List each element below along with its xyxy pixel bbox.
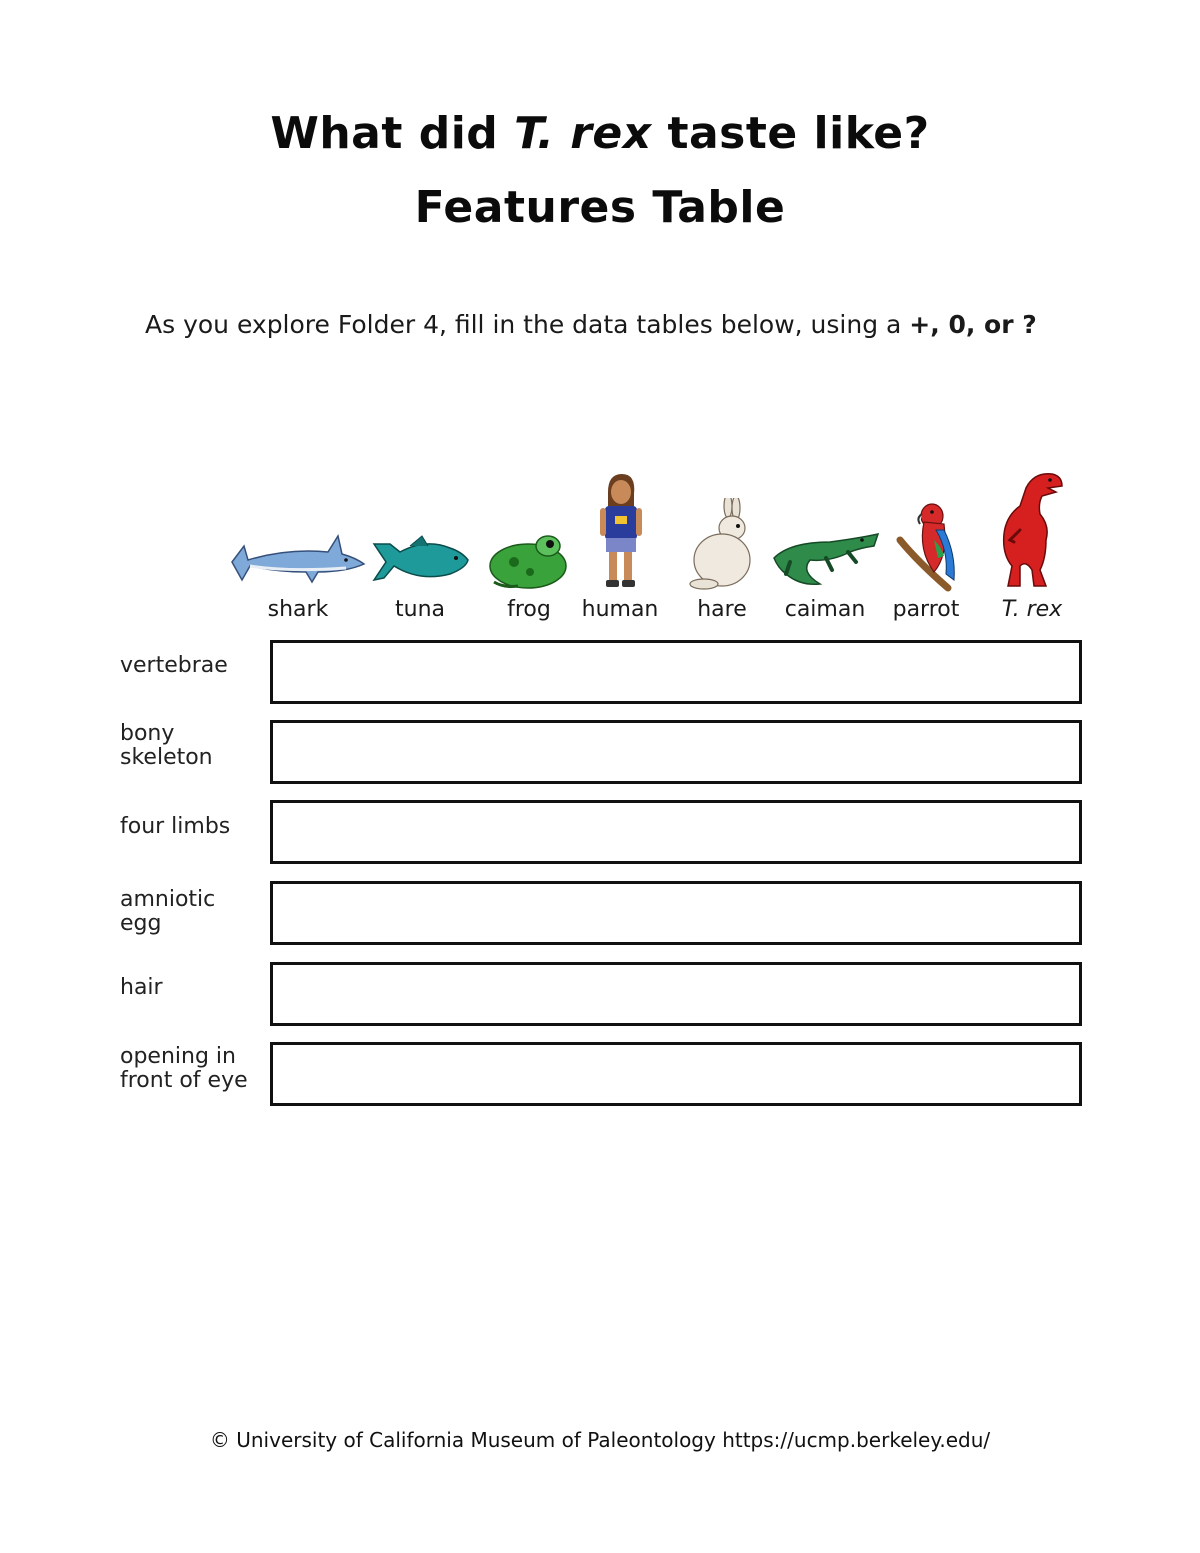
feature-label-vertebrae: vertebrae xyxy=(120,653,228,678)
feature-row-amniotic-egg[interactable] xyxy=(270,881,1082,945)
human-icon xyxy=(578,472,662,592)
animal-label: frog xyxy=(507,597,551,622)
feature-label-hair: hair xyxy=(120,975,163,1000)
feature-row-four-limbs[interactable] xyxy=(270,800,1082,864)
animal-human xyxy=(578,450,662,630)
parrot-icon xyxy=(888,500,964,592)
animal-trex xyxy=(990,450,1074,630)
animal-label: caiman xyxy=(784,597,866,622)
instructions-text: As you explore Folder 4, fill in the data tables below, using a xyxy=(145,310,910,339)
animal-label: parrot xyxy=(892,597,960,622)
hare-icon xyxy=(684,498,760,592)
feature-row-bony-skeleton[interactable] xyxy=(270,720,1082,784)
footer-copyright: © University of California Museum of Paleontology https://ucmp.berkeley.edu/ xyxy=(209,1428,991,1452)
feature-label-amniotic-egg: amniotic egg xyxy=(120,887,216,936)
tuna-icon xyxy=(370,532,470,592)
title-italic: T. rex xyxy=(514,108,652,159)
animal-label: tuna xyxy=(395,597,445,622)
animal-label: hare xyxy=(697,597,747,622)
feature-row-opening-in-front-of-eye[interactable] xyxy=(270,1042,1082,1106)
shark-icon xyxy=(228,532,368,592)
feature-label-bony-skeleton: bony skeleton xyxy=(120,721,213,770)
animal-shark xyxy=(228,450,368,630)
animal-hare xyxy=(684,450,760,630)
page-title-line1 xyxy=(0,108,1200,159)
animal-parrot xyxy=(888,450,964,630)
trex-icon xyxy=(990,470,1074,592)
frog-icon xyxy=(484,528,574,592)
animal-label: human xyxy=(581,597,659,622)
title-suffix: taste like? xyxy=(651,108,930,159)
instructions-symbols: +, 0, or ? xyxy=(909,310,1037,339)
animal-tuna xyxy=(370,450,470,630)
feature-label-opening-in-front-of-eye: opening in front of eye xyxy=(120,1044,248,1093)
instructions xyxy=(145,310,1105,339)
animal-frog xyxy=(484,450,574,630)
page-title-line2: Features Table xyxy=(414,182,786,233)
feature-row-vertebrae[interactable] xyxy=(270,640,1082,704)
animal-label: T. rex xyxy=(1001,597,1063,622)
caiman-icon xyxy=(770,528,880,592)
title-prefix: What did xyxy=(270,108,515,159)
feature-row-hair[interactable] xyxy=(270,962,1082,1026)
animal-label: shark xyxy=(267,597,329,622)
animal-caiman xyxy=(770,450,880,630)
feature-label-four-limbs: four limbs xyxy=(120,814,231,839)
